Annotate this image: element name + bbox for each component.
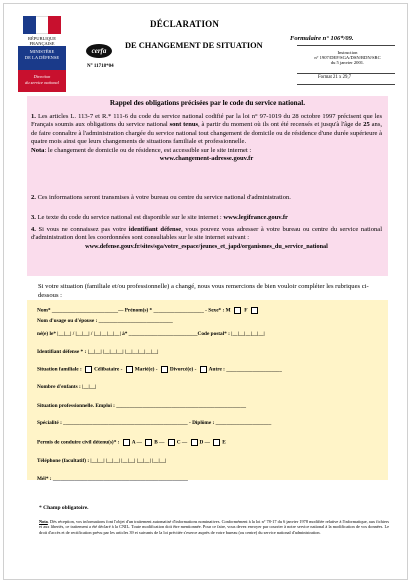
nom-field[interactable]: Nom* _________________________— Prénom(s) * ___________________ - Sexe* : M	[37, 307, 231, 314]
divider	[297, 73, 395, 74]
obligation-paragraph-1: 1. Les articles L. 113-7 et R.* 111-6 du code du service national codifié par la loi n° 97-1019 du 28 octobre 1997 précisent que les Français soumis aux obligations du service national sont tenus, à partir du moment où ils ont été recensés et jusqu'à l'âge de 25 ans, de faire connaître à l'administration chargée du service national tout changement de domicile ou de résidence d'une durée supérieure à quatre mois ainsi que leurs changements de situations familiale et professionnelle. Nota: le changement de domicile ou de résidence, est accessible sur le site internet : www.changement-adresse.gouv.fr	[31, 113, 383, 163]
flag-icon	[23, 16, 61, 34]
obligation-paragraph-2: 2. Ces informations seront transmises à votre bureau ou centre du service national d'administration.	[31, 194, 291, 201]
permis-c-checkbox[interactable]	[168, 439, 175, 446]
sexe-f-checkbox[interactable]	[251, 307, 258, 314]
ministry-box: MINISTÈRE DE LA DÉFENSE	[18, 46, 66, 76]
page-title: DÉCLARATION	[150, 19, 220, 29]
naissance-field[interactable]: né(e) le* |__|__| / |__|__| / |__|__|__|__| à* __________________________Code postal* : |__|__|__|__|__|	[37, 331, 265, 337]
autre-field[interactable]: Autre : _____________________	[208, 366, 282, 373]
form-area	[27, 300, 388, 480]
privacy-note: Nota. Dès réception, vos informations font l'objet d'un traitement automatisé d'informations nominatives. Conformément à la loi n° 78-17 du 6 janvier 1978 modifiée relative à l'informatique, aux fichiers et aux libertés, ce traitement a été déclaré à la CNIL. Toute modification doit être mentionnée. Pour ce faire, vous devez envoyer par courrier à notre service national à la modification de vos données. Le droit d'accès et de rectification prévu par les articles 39 et suivants de la loi précitée s'exerce auprès de votre bureau (ou centre) du service national d'administration.	[39, 519, 389, 535]
sexe-m-checkbox[interactable]	[234, 307, 241, 314]
identifiant-field[interactable]: Identifiant défense * : |__|__| |__|__|__| |__|__|__|__|__|	[37, 349, 159, 355]
required-note: * Champ obligatoire.	[39, 505, 89, 511]
divorce-checkbox[interactable]	[161, 366, 168, 373]
obligations-title: Rappel des obligations précisées par le code du service national.	[109, 99, 306, 107]
divider	[297, 45, 395, 46]
republic-text: RÉPUBLIQUE FRANÇAISE	[28, 36, 56, 46]
instruction-ref: Instruction n° 1907/DEF/SGA/DSN/RDN/SRC du 5 janvier 2001.	[314, 50, 381, 66]
obligation-paragraph-4: 4. Si vous ne connaissez pas votre identifiant défense, vous pouvez vous adresser à votre bureau ou centre du service national d'administration dont les coordonnées sont consultables sur le site internet suivant : www.defense.gouv.fr/sites/sga/votre_espace/jeunes_et_japd/organismes_du_service_national	[31, 226, 383, 250]
obligation-paragraph-3: 3. Le texte du code du service national est disponible sur le site internet : www.legifrance.gouv.fr	[31, 214, 288, 221]
row-nom: Nom* _________________________— Prénom(s) * ___________________ - Sexe* : M F	[37, 307, 260, 314]
permis-a-checkbox[interactable]	[123, 439, 130, 446]
row-situation: Situation familiale : Célibataire - Marié(e) - Divorcé(e) - Autre : _____________________	[37, 366, 282, 373]
link-changement-adresse[interactable]: www.changement-adresse.gouv.fr	[159, 155, 254, 163]
form-intro: Si votre situation (familiale et/ou professionnelle) a changé, nous vous remercions de bien vouloir compléter les rubriques ci-dessous :	[38, 283, 369, 299]
autre-checkbox[interactable]	[200, 366, 207, 373]
page-subtitle: DE CHANGEMENT DE SITUATION	[125, 41, 263, 50]
specialite-field[interactable]: Spécialité : _______________________________________________ - Diplôme : _____________________	[37, 420, 272, 426]
permis-d-checkbox[interactable]	[191, 439, 198, 446]
cerfa-logo: cerfa	[86, 44, 112, 58]
cerfa-number: N° 11718*04	[87, 64, 114, 69]
emploi-field[interactable]: Situation professionnelle. Emploi : _________________________________________________	[37, 403, 246, 409]
permis-e-checkbox[interactable]	[213, 439, 220, 446]
mel-field[interactable]: Mél* : ___________________________________________________	[37, 476, 188, 482]
enfants-field[interactable]: Nombre d'enfants : |__|__|	[37, 384, 97, 390]
link-legifrance[interactable]: www.legifrance.gouv.fr	[223, 214, 288, 221]
marie-checkbox[interactable]	[126, 366, 133, 373]
format-label: Format 21 x 29,7	[318, 75, 352, 80]
row-permis: Permis de conduire civil détenu(s)* : A — B — C — D — E	[37, 439, 226, 446]
direction-box: Direction du service national	[18, 70, 66, 92]
link-defense[interactable]: www.defense.gouv.fr/sites/sga/votre_espace/jeunes_et_japd/organismes_du_service_national	[85, 242, 328, 250]
divider	[297, 84, 395, 85]
telephone-field[interactable]: Téléphone (facultatif) : |__|__| |__|__| |__|__| |__|__| |__|__|	[37, 458, 167, 464]
permis-b-checkbox[interactable]	[145, 439, 152, 446]
celibataire-checkbox[interactable]	[85, 366, 92, 373]
nom-usage-field[interactable]: Nom d'usage ou d'épouse : ____________________________	[37, 318, 173, 324]
form-number: Formulaire n° 106*/09.	[290, 35, 354, 42]
